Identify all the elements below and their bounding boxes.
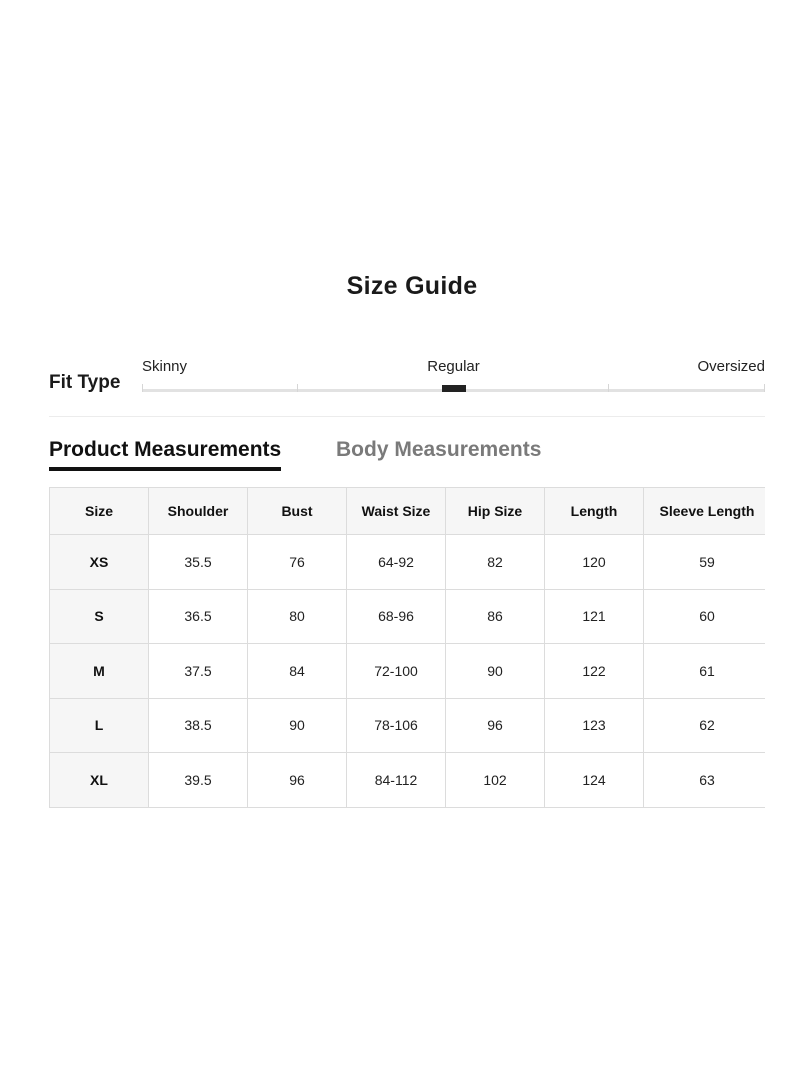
table-cell: 36.5 (149, 589, 248, 644)
fit-scale-tick (297, 384, 298, 392)
size-cell: M (50, 644, 149, 699)
fit-type-label: Fit Type (49, 372, 121, 393)
table-cell: 90 (446, 644, 545, 699)
table-cell: 86 (446, 589, 545, 644)
table-cell: 59 (644, 535, 766, 590)
column-header: Size (50, 488, 149, 535)
table-cell: 72-100 (347, 644, 446, 699)
size-table-container[interactable] (49, 487, 765, 809)
table-cell: 63 (644, 753, 766, 808)
tab-product-measurements[interactable]: Product Measurements (49, 438, 281, 471)
column-header: Hip Size (446, 488, 545, 535)
table-cell: 62 (644, 698, 766, 753)
column-header: Waist Size (347, 488, 446, 535)
table-cell: 68-96 (347, 589, 446, 644)
column-header: Sleeve Length (644, 488, 766, 535)
table-cell: 76 (248, 535, 347, 590)
table-cell: 84-112 (347, 753, 446, 808)
fit-option-regular: Regular (427, 358, 480, 375)
table-cell: 90 (248, 698, 347, 753)
table-cell: 96 (248, 753, 347, 808)
column-header: Length (545, 488, 644, 535)
table-cell: 82 (446, 535, 545, 590)
fit-scale-tick (142, 384, 143, 392)
column-header: Bust (248, 488, 347, 535)
table-cell: 124 (545, 753, 644, 808)
fit-option-oversized: Oversized (697, 358, 765, 375)
table-cell: 84 (248, 644, 347, 699)
table-cell: 80 (248, 589, 347, 644)
table-cell: 123 (545, 698, 644, 753)
table-cell: 121 (545, 589, 644, 644)
measurement-note-cutoff (49, 826, 765, 833)
size-cell: L (50, 698, 149, 753)
table-cell: 39.5 (149, 753, 248, 808)
table-header-row (50, 488, 766, 535)
column-header: Shoulder (149, 488, 248, 535)
fit-type-scale (142, 352, 765, 402)
table-cell: 61 (644, 644, 766, 699)
table-cell: 35.5 (149, 535, 248, 590)
table-cell: 102 (446, 753, 545, 808)
table-cell: 78-106 (347, 698, 446, 753)
table-cell: 38.5 (149, 698, 248, 753)
fit-scale-marker (442, 385, 466, 392)
size-cell: XL (50, 753, 149, 808)
tab-body-measurements[interactable]: Body Measurements (336, 438, 542, 461)
table-row (50, 753, 766, 808)
size-cell: XS (50, 535, 149, 590)
page-title: Size Guide (346, 272, 478, 300)
table-row (50, 589, 766, 644)
table-cell: 37.5 (149, 644, 248, 699)
table-row (50, 644, 766, 699)
fit-type-section (49, 352, 765, 417)
table-cell: 96 (446, 698, 545, 753)
size-table (49, 487, 765, 808)
table-cell: 60 (644, 589, 766, 644)
table-cell: 120 (545, 535, 644, 590)
size-cell: S (50, 589, 149, 644)
table-row (50, 535, 766, 590)
table-cell: 64-92 (347, 535, 446, 590)
fit-option-skinny: Skinny (142, 358, 188, 375)
fit-scale-tick (608, 384, 609, 392)
table-cell: 122 (545, 644, 644, 699)
fit-scale-tick (764, 384, 765, 392)
table-row (50, 698, 766, 753)
